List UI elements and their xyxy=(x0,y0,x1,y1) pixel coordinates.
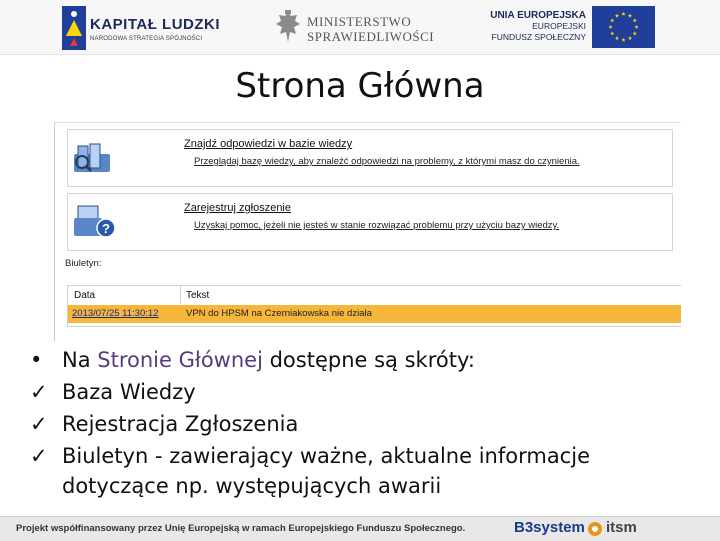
itsm-logo: itsm xyxy=(606,519,637,536)
eu-line3: FUNDUSZ SPOŁECZNY xyxy=(491,32,586,42)
list-item xyxy=(30,440,690,500)
itsm-logo-icon xyxy=(586,521,604,537)
register-ticket-description[interactable]: Uzyskaj pomoc, jeżeli nie jesteś w stanie rozwiązać problemu przy użyciu bazy wiedzy. xyxy=(194,220,560,231)
ministry-logo xyxy=(275,8,435,48)
eu-line1: UNIA EUROPEJSKA xyxy=(490,10,586,21)
bulletin-label: Biuletyn: xyxy=(65,258,102,269)
table-row[interactable] xyxy=(68,305,681,323)
intro-pre: Na xyxy=(62,348,98,372)
column-header-text[interactable]: Tekst xyxy=(186,290,210,301)
bullet-list xyxy=(30,344,690,500)
column-header-date[interactable]: Data xyxy=(74,290,96,301)
svg-text:?: ? xyxy=(102,221,110,236)
footer-text: Projekt współfinansowany przez Unię Europejską w ramach Europejskiego Funduszu Społecznego. xyxy=(16,523,466,534)
row-text: VPN do HPSM na Czerniakowska nie działa xyxy=(186,308,372,319)
check-icon: ✓ xyxy=(30,380,48,404)
eu-line2: EUROPEJSKI xyxy=(532,21,586,31)
kapital-ludzki-title: KAPITAŁ LUDZKI xyxy=(90,16,221,33)
list-item-label: Rejestracja Zgłoszenia xyxy=(62,412,299,436)
list-item-label: Biuletyn - zawierający ważne, aktualne informacje xyxy=(62,444,590,468)
check-icon: ✓ xyxy=(30,444,48,468)
eu-text xyxy=(490,10,586,43)
row-date-link[interactable]: 2013/07/25 11:30:12 xyxy=(72,308,159,319)
bulletin-table xyxy=(67,285,681,327)
check-icon: ✓ xyxy=(30,412,48,436)
list-item-label: Baza Wiedzy xyxy=(62,380,196,404)
b3system-logo: B3system xyxy=(514,519,585,536)
kapital-ludzki-subtitle: NARODOWA STRATEGIA SPÓJNOŚCI xyxy=(90,36,203,42)
knowledge-base-description[interactable]: Przeglądaj bazę wiedzy, aby znaleźć odpowiedzi na problemy, z którymi masz do czynienia. xyxy=(194,156,580,167)
ministry-line2: SPRAWIEDLIWOŚCI xyxy=(307,29,435,44)
kapital-ludzki-logo xyxy=(62,6,221,50)
books-icon xyxy=(72,140,116,176)
register-ticket-card[interactable] xyxy=(67,193,673,251)
list-item xyxy=(30,376,690,408)
logo-bar xyxy=(0,0,720,55)
portal-screenshot xyxy=(54,122,681,341)
intro-highlight: Stronie Głównej xyxy=(97,348,263,372)
register-ticket-link[interactable]: Zarejestruj zgłoszenie xyxy=(184,202,291,214)
intro-post: dostępne są skróty: xyxy=(262,348,475,372)
footer xyxy=(0,516,720,541)
list-item-continuation: dotyczące np. występujących awarii xyxy=(62,474,442,498)
slide-title: Strona Główna xyxy=(235,66,485,106)
list-item xyxy=(30,408,690,440)
column-divider xyxy=(180,286,181,304)
knowledge-base-card[interactable] xyxy=(67,129,673,187)
help-ticket-icon xyxy=(72,204,116,240)
kapital-ludzki-mark-icon xyxy=(62,6,86,50)
bullet-icon: • xyxy=(30,348,43,372)
knowledge-base-link[interactable]: Znajdź odpowiedzi w bazie wiedzy xyxy=(184,138,353,150)
eagle-emblem-icon xyxy=(275,10,301,44)
list-intro xyxy=(30,344,690,376)
eu-flag-icon xyxy=(592,6,655,48)
ministry-line1: MINISTERSTWO xyxy=(307,14,412,29)
